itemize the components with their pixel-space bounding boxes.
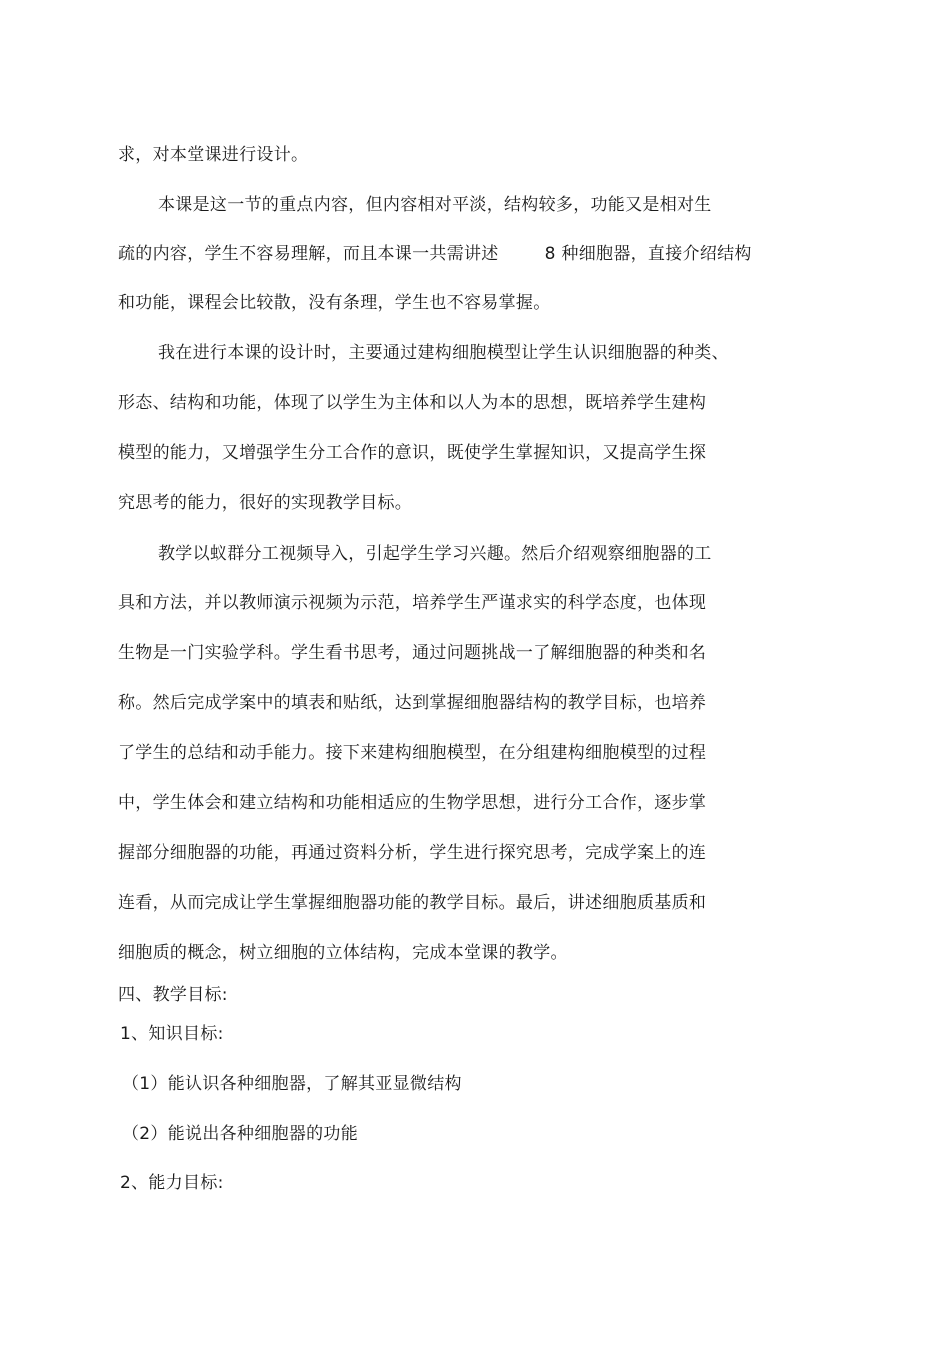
objective-item: （2）能说出各种细胞器的功能 bbox=[122, 1124, 359, 1144]
paragraph-line: 本课是这一节的重点内容，但内容相对平淡，结构较多，功能又是相对生 bbox=[158, 195, 712, 215]
paragraph-line: 和功能，课程会比较散，没有条理，学生也不容易掌握。 bbox=[118, 293, 551, 313]
paragraph-line: 生物是一门实验学科。学生看书思考，通过问题挑战一了解细胞器的种类和名 bbox=[118, 643, 707, 663]
paragraph-line: 细胞质的概念，树立细胞的立体结构，完成本堂课的教学。 bbox=[118, 943, 568, 963]
paragraph-line: 具和方法，并以教师演示视频为示范，培养学生严谨求实的科学态度，也体现 bbox=[118, 593, 707, 613]
objective-item: （1）能认识各种细胞器，了解其亚显微结构 bbox=[122, 1074, 462, 1094]
paragraph-line: 模型的能力，又增强学生分工合作的意识，既使学生掌握知识，又提高学生探 bbox=[118, 443, 707, 463]
paragraph-line: 教学以蚁群分工视频导入，引起学生学习兴趣。然后介绍观察细胞器的工 bbox=[158, 544, 712, 564]
paragraph-line: 我在进行本课的设计时，主要通过建构细胞模型让学生认识细胞器的种类、 bbox=[158, 343, 729, 363]
sub-heading: 1、知识目标: bbox=[120, 1024, 224, 1044]
paragraph-line-part: 8 种细胞器，直接介绍结构 bbox=[544, 244, 752, 264]
paragraph-line: 究思考的能力，很好的实现教学目标。 bbox=[118, 493, 413, 513]
paragraph-line: 了学生的总结和动手能力。接下来建构细胞模型，在分组建构细胞模型的过程 bbox=[118, 743, 707, 763]
paragraph-line-part: 疏的内容，学生不容易理解，而且本课一共需讲述 bbox=[118, 244, 499, 264]
paragraph-line: 求，对本堂课进行设计。 bbox=[118, 145, 309, 165]
paragraph-line: 形态、结构和功能，体现了以学生为主体和以人为本的思想，既培养学生建构 bbox=[118, 393, 707, 413]
paragraph-line: 握部分细胞器的功能，再通过资料分析，学生进行探究思考，完成学案上的连 bbox=[118, 843, 707, 863]
paragraph-line bbox=[118, 243, 752, 265]
section-heading: 四、教学目标: bbox=[118, 985, 228, 1005]
paragraph-line: 中，学生体会和建立结构和功能相适应的生物学思想，进行分工合作，逐步掌 bbox=[118, 793, 707, 813]
paragraph-line: 称。然后完成学案中的填表和贴纸，达到掌握细胞器结构的教学目标，也培养 bbox=[118, 693, 707, 713]
sub-heading: 2、能力目标: bbox=[120, 1173, 224, 1193]
paragraph-line: 连看，从而完成让学生掌握细胞器功能的教学目标。最后，讲述细胞质基质和 bbox=[118, 893, 707, 913]
